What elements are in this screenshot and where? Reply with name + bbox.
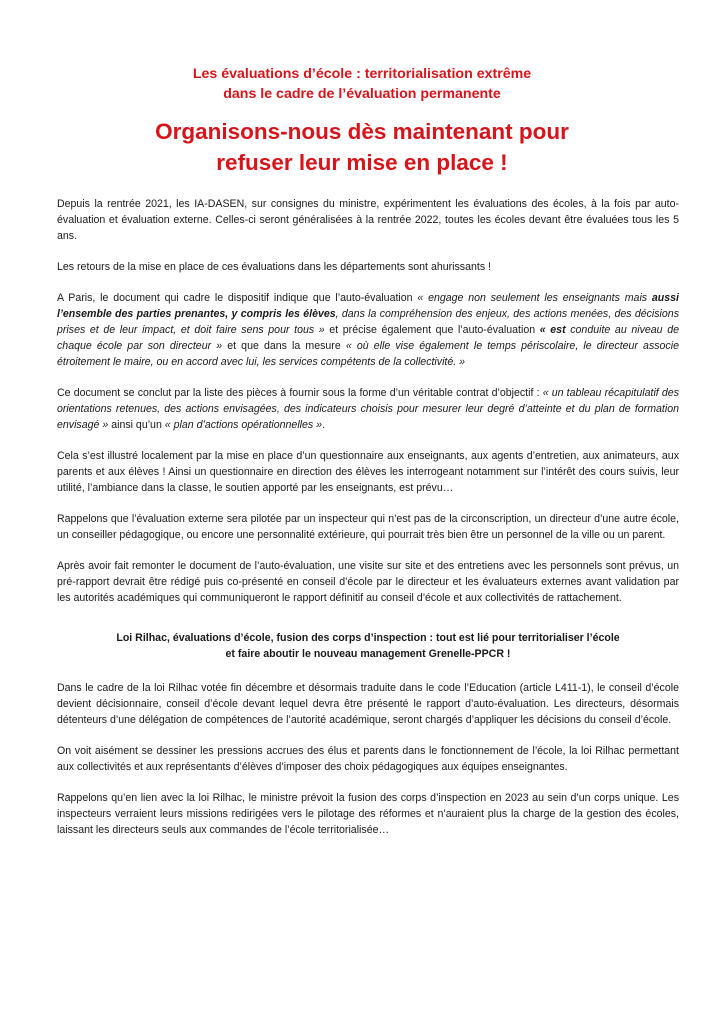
quote-run: « où elle vise également le temps périscolaire, le directeur associe étroitement le maire, ou en accord avec lui, les services compétents de la collectivité. » xyxy=(57,340,679,368)
subtitle-line-1: Les évaluations d’école : territorialisation extrême xyxy=(192,66,532,82)
paragraph-2: Les retours de la mise en place de ces évaluations dans les départements sont ahurissants ! xyxy=(57,261,492,273)
quote-run: , dans la compréhension des enjeux, des actions menées, des décisions prises et de leur impact, et doit faire sens pour tous » xyxy=(57,308,679,336)
document-title xyxy=(0,116,724,178)
document-body xyxy=(57,196,679,853)
text-run: Ce document se conclut par la liste des pièces à fournir sous la forme d’un véritable contrat d’objectif : xyxy=(57,387,543,399)
paragraph-6: Rappelons que l’évaluation externe sera pilotée par un inspecteur qui n’est pas de la circonscription, un directeur d’une autre école, un conseiller pédagogique, ou encore une personnalité extérieure, qui pourrait très bien être un personnel de la ville ou un parent. xyxy=(57,513,679,541)
text-run: ainsi qu’un xyxy=(108,419,165,431)
paragraph-5: Cela s’est illustré localement par la mise en place d’un questionnaire aux enseignants, aux agents d’entretien, aux animateurs, aux parents et aux élèves ! Ainsi un questionnaire en direction des élèves les interrogeant notamment sur l’intérêt des cours suivis, leur utilité, l’ambiance dans la classe, le soutien apporté par les enseignants, est prévu… xyxy=(57,450,679,494)
paragraph-8: Dans le cadre de la loi Rilhac votée fin décembre et désormais traduite dans le code l’Education (article L411-1), le conseil d’école devient décisionnaire, conseil d’école devant lequel devra être présenté le rapport d’auto-évaluation. Les directeurs, désormais détenteurs d’une délégation de compétences de l’autorité académique, seront chargés d’appliquer les décisions du conseil d’école. xyxy=(57,682,679,726)
paragraph-1: Depuis la rentrée 2021, les IA-DASEN, sur consignes du ministre, expérimentent les évaluations des écoles, à la fois par auto-évaluation et évaluation externe. Celles-ci seront généralisées à la rentrée 2022, toutes les écoles devant être évaluées tous les 5 ans. xyxy=(57,198,679,242)
quote-run: « un tableau récapitulatif des orientations retenues, des actions envisagées, des indicateurs choisis pour mesurer leur degré d’atteinte et du plan de formation envisagé » xyxy=(57,387,679,431)
quote-run: conduite au niveau de chaque école par son directeur » xyxy=(57,324,679,352)
paragraph-3 xyxy=(57,290,679,370)
text-run: et précise également que l’auto-évaluation xyxy=(324,324,540,336)
paragraph-10: Rappelons qu’en lien avec la loi Rilhac, le ministre prévoit la fusion des corps d’inspection en 2023 au sein d’un corps unique. Les inspecteurs verraient leurs missions redirigées vers le pilotage des réformes et n’auraient plus la charge de la gestion des écoles, laissant les directeurs seuls aux commandes de l’école territorialisée… xyxy=(57,792,679,836)
text-run: . xyxy=(322,419,326,431)
text-run: A Paris, le document qui cadre le dispositif indique que l’auto-évaluation xyxy=(57,292,418,304)
title-line-1: Organisons-nous dès maintenant pour xyxy=(155,119,569,144)
title-line-2: refuser leur mise en place ! xyxy=(216,150,508,175)
section-heading-line-1: Loi Rilhac, évaluations d’école, fusion des corps d’inspection : tout est lié pour territorialiser l’école xyxy=(116,632,620,644)
bold-quote-run: aussi l’ensemble des parties prenantes, y compris les élèves xyxy=(57,292,679,320)
section-heading xyxy=(57,630,679,662)
bold-quote-run: « est xyxy=(539,324,566,336)
paragraph-4 xyxy=(57,385,679,433)
text-run: et que dans la mesure xyxy=(222,340,346,352)
subtitle-line-2: dans le cadre de l’évaluation permanente xyxy=(223,86,501,102)
section-heading-line-2: et faire aboutir le nouveau management Grenelle-PPCR ! xyxy=(225,648,511,660)
document-subtitle xyxy=(0,64,724,104)
quote-run: « engage non seulement les enseignants mais xyxy=(417,292,652,304)
paragraph-7: Après avoir fait remonter le document de l’auto-évaluation, une visite sur site et des entretiens avec les personnels sont prévus, un pré-rapport devrait être rédigé puis co-présenté en conseil d’école par le directeur et les évaluateurs externes avant validation par les autorités académiques qui communiqueront le rapport définitif au conseil d’école et aux collectivités de rattachement. xyxy=(57,560,679,604)
quote-run: « plan d’actions opérationnelles » xyxy=(164,419,323,431)
paragraph-9: On voit aisément se dessiner les pressions accrues des élus et parents dans le fonctionnement de l’école, la loi Rilhac permettant aux collectivités et aux représentants d’élèves d’imposer des choix pédagogiques aux équipes enseignantes. xyxy=(57,745,679,773)
